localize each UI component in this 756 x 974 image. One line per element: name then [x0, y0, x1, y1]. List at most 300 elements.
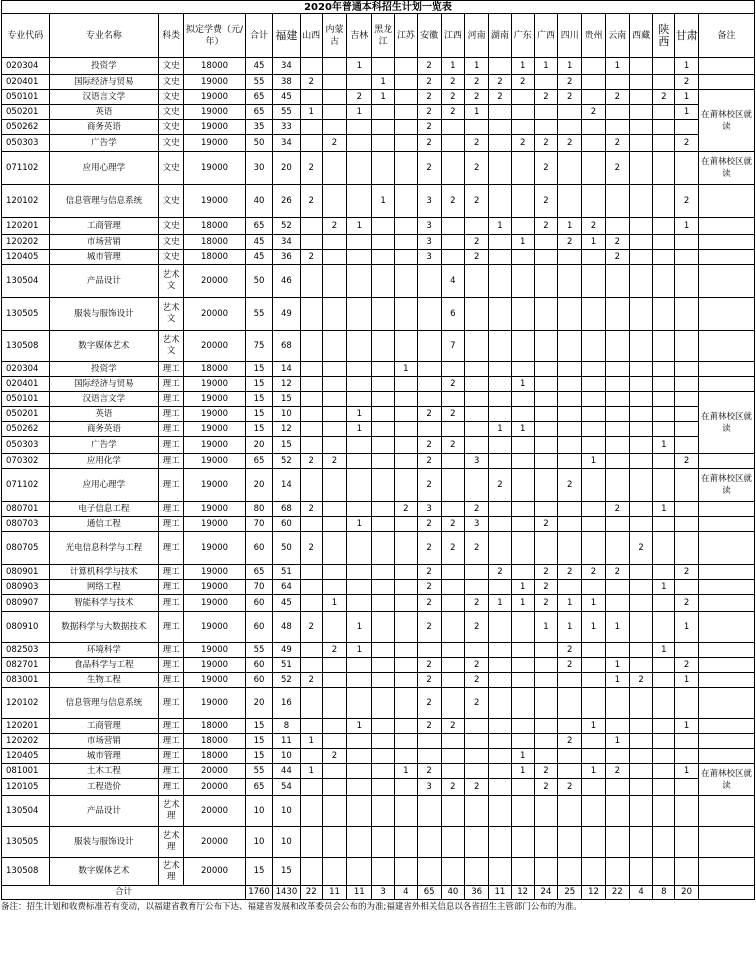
quota-cell: 50	[272, 532, 300, 565]
table-row	[2, 105, 755, 120]
quota-cell: 2	[534, 517, 558, 532]
column-header: 山西	[300, 14, 322, 58]
quota-cell	[441, 422, 465, 437]
quota-cell: 2	[417, 120, 441, 135]
remark-cell	[698, 643, 754, 658]
quota-cell	[582, 75, 606, 90]
quota-cell	[372, 469, 395, 502]
quota-cell	[322, 105, 347, 120]
quota-cell: 2	[582, 218, 606, 235]
quota-cell	[441, 734, 465, 749]
remark-cell	[698, 331, 754, 362]
quota-cell	[653, 377, 675, 392]
quota-cell	[653, 250, 675, 265]
quota-cell	[534, 407, 558, 422]
quota-cell: 2	[534, 218, 558, 235]
quota-cell	[347, 858, 372, 886]
major-code: 050201	[2, 407, 50, 422]
quota-cell: 12	[272, 422, 300, 437]
quota-cell	[465, 331, 489, 362]
quota-cell: 2	[417, 152, 441, 185]
remark-cell	[698, 377, 754, 392]
quota-cell	[322, 612, 347, 643]
quota-cell: 2	[675, 135, 699, 152]
subject-type: 文史	[159, 185, 184, 218]
quota-cell	[653, 779, 675, 796]
quota-cell	[347, 595, 372, 612]
quota-cell: 2	[417, 469, 441, 502]
row-total: 30	[246, 152, 273, 185]
quota-cell	[300, 218, 322, 235]
row-total: 60	[246, 658, 273, 673]
quota-cell: 2	[465, 658, 489, 673]
quota-cell	[322, 331, 347, 362]
quota-cell	[653, 58, 675, 75]
quota-cell	[653, 298, 675, 331]
remark-cell	[698, 185, 754, 218]
row-total: 65	[246, 218, 273, 235]
table-row	[2, 749, 755, 764]
quota-cell: 2	[605, 764, 629, 779]
quota-cell	[489, 265, 512, 298]
quota-cell	[675, 643, 699, 658]
quota-cell: 34	[272, 58, 300, 75]
quota-cell	[394, 218, 417, 235]
quota-cell: 2	[465, 688, 489, 719]
quota-cell	[394, 565, 417, 580]
quota-cell: 2	[347, 90, 372, 105]
major-name: 生物工程	[49, 673, 159, 688]
quota-cell	[605, 265, 629, 298]
total-value: 3	[372, 886, 395, 900]
major-name: 市场营销	[49, 235, 159, 250]
quota-cell	[511, 779, 534, 796]
quota-cell	[347, 827, 372, 858]
quota-cell: 2	[322, 454, 347, 469]
quota-cell	[347, 152, 372, 185]
quota-cell	[675, 422, 699, 437]
major-name: 广告学	[49, 437, 159, 454]
quota-cell	[489, 532, 512, 565]
total-value: 24	[534, 886, 558, 900]
subject-type: 文史	[159, 75, 184, 90]
quota-cell	[372, 580, 395, 595]
quota-cell: 1	[534, 612, 558, 643]
quota-cell	[605, 719, 629, 734]
subject-type: 文史	[159, 120, 184, 135]
quota-cell	[465, 265, 489, 298]
major-code: 080901	[2, 565, 50, 580]
quota-cell	[511, 437, 534, 454]
quota-cell: 2	[417, 135, 441, 152]
quota-cell	[465, 298, 489, 331]
subject-type: 文史	[159, 58, 184, 75]
remark-cell	[698, 454, 754, 469]
quota-cell: 1	[347, 218, 372, 235]
quota-cell	[675, 392, 699, 407]
quota-cell: 2	[465, 235, 489, 250]
quota-cell	[534, 454, 558, 469]
quota-cell	[417, 422, 441, 437]
quota-cell	[300, 595, 322, 612]
major-code: 071102	[2, 469, 50, 502]
remark-cell	[698, 719, 754, 734]
quota-cell	[675, 779, 699, 796]
quota-cell	[300, 827, 322, 858]
quota-cell	[582, 331, 606, 362]
remark-cell	[698, 734, 754, 749]
table-row	[2, 235, 755, 250]
quota-cell	[629, 764, 653, 779]
quota-cell	[582, 265, 606, 298]
row-total: 15	[246, 392, 273, 407]
quota-cell	[300, 377, 322, 392]
subject-type: 理工	[159, 532, 184, 565]
quota-cell	[394, 749, 417, 764]
remark-cell	[698, 658, 754, 673]
quota-cell	[465, 643, 489, 658]
quota-cell	[322, 764, 347, 779]
major-name: 信息管理与信息系统	[49, 185, 159, 218]
quota-cell: 1	[582, 235, 606, 250]
quota-cell	[629, 517, 653, 532]
remark-cell: 在莆林校区就读	[698, 764, 754, 796]
quota-cell: 2	[558, 734, 582, 749]
subject-type: 理工	[159, 469, 184, 502]
quota-cell	[322, 377, 347, 392]
tuition: 19000	[184, 120, 246, 135]
table-row	[2, 218, 755, 235]
quota-cell	[417, 749, 441, 764]
total-value: 11	[322, 886, 347, 900]
tuition: 18000	[184, 58, 246, 75]
quota-cell	[394, 517, 417, 532]
quota-cell: 2	[417, 75, 441, 90]
quota-cell	[558, 749, 582, 764]
major-code: 120102	[2, 688, 50, 719]
quota-cell	[441, 235, 465, 250]
quota-cell	[558, 796, 582, 827]
quota-cell: 2	[417, 658, 441, 673]
row-total: 65	[246, 105, 273, 120]
quota-cell	[489, 734, 512, 749]
quota-cell	[372, 120, 395, 135]
table-row	[2, 75, 755, 90]
quota-cell: 10	[272, 827, 300, 858]
quota-cell: 2	[417, 407, 441, 422]
quota-cell: 2	[441, 105, 465, 120]
quota-cell	[653, 392, 675, 407]
remark-cell: 在莆林校区就读	[698, 469, 754, 502]
major-name: 网络工程	[49, 580, 159, 595]
quota-cell: 2	[417, 612, 441, 643]
row-total: 55	[246, 643, 273, 658]
quota-cell: 2	[653, 90, 675, 105]
quota-cell	[629, 454, 653, 469]
tuition: 19000	[184, 105, 246, 120]
major-name: 数字媒体艺术	[49, 331, 159, 362]
quota-cell	[629, 407, 653, 422]
remark-cell	[698, 362, 754, 377]
quota-cell: 1	[372, 90, 395, 105]
tuition: 20000	[184, 796, 246, 827]
remark-cell: 在莆林校区就读	[698, 152, 754, 185]
quota-cell	[582, 779, 606, 796]
quota-cell: 2	[489, 469, 512, 502]
quota-cell	[394, 858, 417, 886]
tuition: 19000	[184, 612, 246, 643]
subject-type: 艺术文	[159, 331, 184, 362]
quota-cell: 52	[272, 218, 300, 235]
quota-cell	[372, 827, 395, 858]
quota-cell	[653, 218, 675, 235]
major-name: 英语	[49, 105, 159, 120]
quota-cell	[489, 250, 512, 265]
quota-cell	[372, 796, 395, 827]
subject-type: 文史	[159, 152, 184, 185]
quota-cell: 1	[675, 764, 699, 779]
quota-cell	[489, 719, 512, 734]
quota-cell	[489, 779, 512, 796]
row-total: 15	[246, 719, 273, 734]
quota-cell	[675, 858, 699, 886]
quota-cell	[300, 331, 322, 362]
major-name: 城市管理	[49, 250, 159, 265]
quota-cell	[300, 235, 322, 250]
column-header: 江西	[441, 14, 465, 58]
quota-cell	[582, 152, 606, 185]
quota-cell	[629, 58, 653, 75]
quota-cell	[322, 185, 347, 218]
quota-cell	[629, 235, 653, 250]
row-total: 20	[246, 688, 273, 719]
quota-cell	[511, 858, 534, 886]
quota-cell	[534, 331, 558, 362]
quota-cell	[441, 135, 465, 152]
major-code: 120405	[2, 749, 50, 764]
tuition: 19000	[184, 502, 246, 517]
quota-cell	[417, 827, 441, 858]
quota-cell	[372, 265, 395, 298]
tuition: 19000	[184, 532, 246, 565]
subject-type: 文史	[159, 218, 184, 235]
major-code: 050101	[2, 90, 50, 105]
quota-cell	[347, 673, 372, 688]
quota-cell	[489, 454, 512, 469]
quota-cell: 2	[582, 105, 606, 120]
table-row	[2, 250, 755, 265]
quota-cell	[394, 827, 417, 858]
tuition: 18000	[184, 734, 246, 749]
quota-cell	[558, 298, 582, 331]
tuition: 19000	[184, 422, 246, 437]
quota-cell	[441, 858, 465, 886]
quota-cell	[629, 688, 653, 719]
column-header: 内蒙古	[322, 14, 347, 58]
quota-cell: 2	[465, 135, 489, 152]
remark-cell	[698, 580, 754, 595]
tuition: 20000	[184, 779, 246, 796]
tuition: 19000	[184, 565, 246, 580]
quota-cell	[558, 580, 582, 595]
tuition: 19000	[184, 185, 246, 218]
subject-type: 艺术理	[159, 858, 184, 886]
quota-cell	[534, 643, 558, 658]
subject-type: 理工	[159, 764, 184, 779]
quota-cell: 3	[417, 502, 441, 517]
major-code: 083001	[2, 673, 50, 688]
plan-table-container	[1, 0, 755, 913]
row-total: 15	[246, 749, 273, 764]
quota-cell	[511, 565, 534, 580]
table-row	[2, 362, 755, 377]
total-remark-cell	[698, 886, 754, 900]
quota-cell	[372, 779, 395, 796]
quota-cell	[322, 532, 347, 565]
quota-cell	[558, 517, 582, 532]
total-value: 4	[394, 886, 417, 900]
quota-cell	[441, 796, 465, 827]
quota-cell	[417, 265, 441, 298]
major-code: 050201	[2, 105, 50, 120]
quota-cell: 1	[558, 595, 582, 612]
major-code: 120102	[2, 185, 50, 218]
quota-cell	[417, 392, 441, 407]
major-code: 050303	[2, 437, 50, 454]
quota-cell	[489, 152, 512, 185]
quota-cell	[347, 688, 372, 719]
remark-cell	[698, 749, 754, 764]
quota-cell	[534, 298, 558, 331]
quota-cell	[465, 565, 489, 580]
tuition: 19000	[184, 595, 246, 612]
table-row	[2, 595, 755, 612]
quota-cell: 2	[417, 105, 441, 120]
quota-cell	[534, 858, 558, 886]
quota-cell	[417, 331, 441, 362]
quota-cell: 1	[558, 218, 582, 235]
quota-cell	[629, 580, 653, 595]
quota-cell	[489, 105, 512, 120]
quota-cell	[675, 517, 699, 532]
quota-cell: 12	[272, 377, 300, 392]
column-header: 安徽	[417, 14, 441, 58]
quota-cell: 2	[605, 152, 629, 185]
table-row	[2, 152, 755, 185]
subject-type: 理工	[159, 658, 184, 673]
subject-type: 理工	[159, 749, 184, 764]
quota-cell: 2	[441, 75, 465, 90]
remark-cell	[698, 612, 754, 643]
quota-cell	[322, 734, 347, 749]
quota-cell: 3	[417, 218, 441, 235]
table-body	[2, 58, 755, 886]
quota-cell	[653, 673, 675, 688]
table-row	[2, 58, 755, 75]
quota-cell	[675, 407, 699, 422]
quota-cell	[372, 422, 395, 437]
major-name: 工商管理	[49, 218, 159, 235]
enrollment-plan-table	[1, 13, 755, 900]
quota-cell	[629, 612, 653, 643]
remark-cell	[698, 688, 754, 719]
quota-cell	[675, 250, 699, 265]
major-code: 120105	[2, 779, 50, 796]
quota-cell	[489, 185, 512, 218]
quota-cell: 1	[675, 105, 699, 120]
row-total: 15	[246, 362, 273, 377]
quota-cell: 2	[605, 502, 629, 517]
quota-cell	[653, 532, 675, 565]
remark-cell	[698, 517, 754, 532]
quota-cell	[441, 612, 465, 643]
quota-cell	[534, 673, 558, 688]
quota-cell	[605, 858, 629, 886]
quota-cell	[394, 779, 417, 796]
quota-cell: 2	[417, 719, 441, 734]
quota-cell	[534, 469, 558, 502]
tuition: 19000	[184, 673, 246, 688]
table-row	[2, 120, 755, 135]
quota-cell: 2	[465, 75, 489, 90]
quota-cell	[441, 643, 465, 658]
quota-cell: 36	[272, 250, 300, 265]
quota-cell	[534, 532, 558, 565]
quota-cell	[629, 469, 653, 502]
quota-cell	[511, 331, 534, 362]
tuition: 18000	[184, 235, 246, 250]
quota-cell	[605, 437, 629, 454]
column-header: 云南	[605, 14, 629, 58]
remark-cell	[698, 218, 754, 235]
quota-cell	[653, 265, 675, 298]
tuition: 20000	[184, 764, 246, 779]
total-value: 12	[582, 886, 606, 900]
row-total: 50	[246, 135, 273, 152]
quota-cell	[605, 407, 629, 422]
quota-cell	[372, 235, 395, 250]
table-row	[2, 298, 755, 331]
quota-cell	[347, 580, 372, 595]
total-value: 40	[441, 886, 465, 900]
quota-cell	[582, 673, 606, 688]
page-title: 2020年普通本科招生计划一览表	[1, 0, 755, 13]
major-code: 070302	[2, 454, 50, 469]
quota-cell	[605, 120, 629, 135]
quota-cell: 2	[675, 658, 699, 673]
major-code: 071102	[2, 152, 50, 185]
column-header: 备注	[698, 14, 754, 58]
major-name: 服装与服饰设计	[49, 827, 159, 858]
quota-cell: 1	[441, 58, 465, 75]
quota-cell	[300, 362, 322, 377]
quota-cell	[675, 437, 699, 454]
quota-cell	[558, 827, 582, 858]
quota-cell: 1	[511, 749, 534, 764]
subject-type: 理工	[159, 734, 184, 749]
quota-cell: 1	[675, 719, 699, 734]
tuition: 19000	[184, 688, 246, 719]
quota-cell	[465, 362, 489, 377]
quota-cell	[582, 135, 606, 152]
quota-cell	[629, 796, 653, 827]
row-total: 10	[246, 796, 273, 827]
quota-cell	[629, 298, 653, 331]
quota-cell: 1	[653, 580, 675, 595]
quota-cell: 2	[675, 565, 699, 580]
table-row	[2, 658, 755, 673]
quota-cell: 2	[441, 532, 465, 565]
